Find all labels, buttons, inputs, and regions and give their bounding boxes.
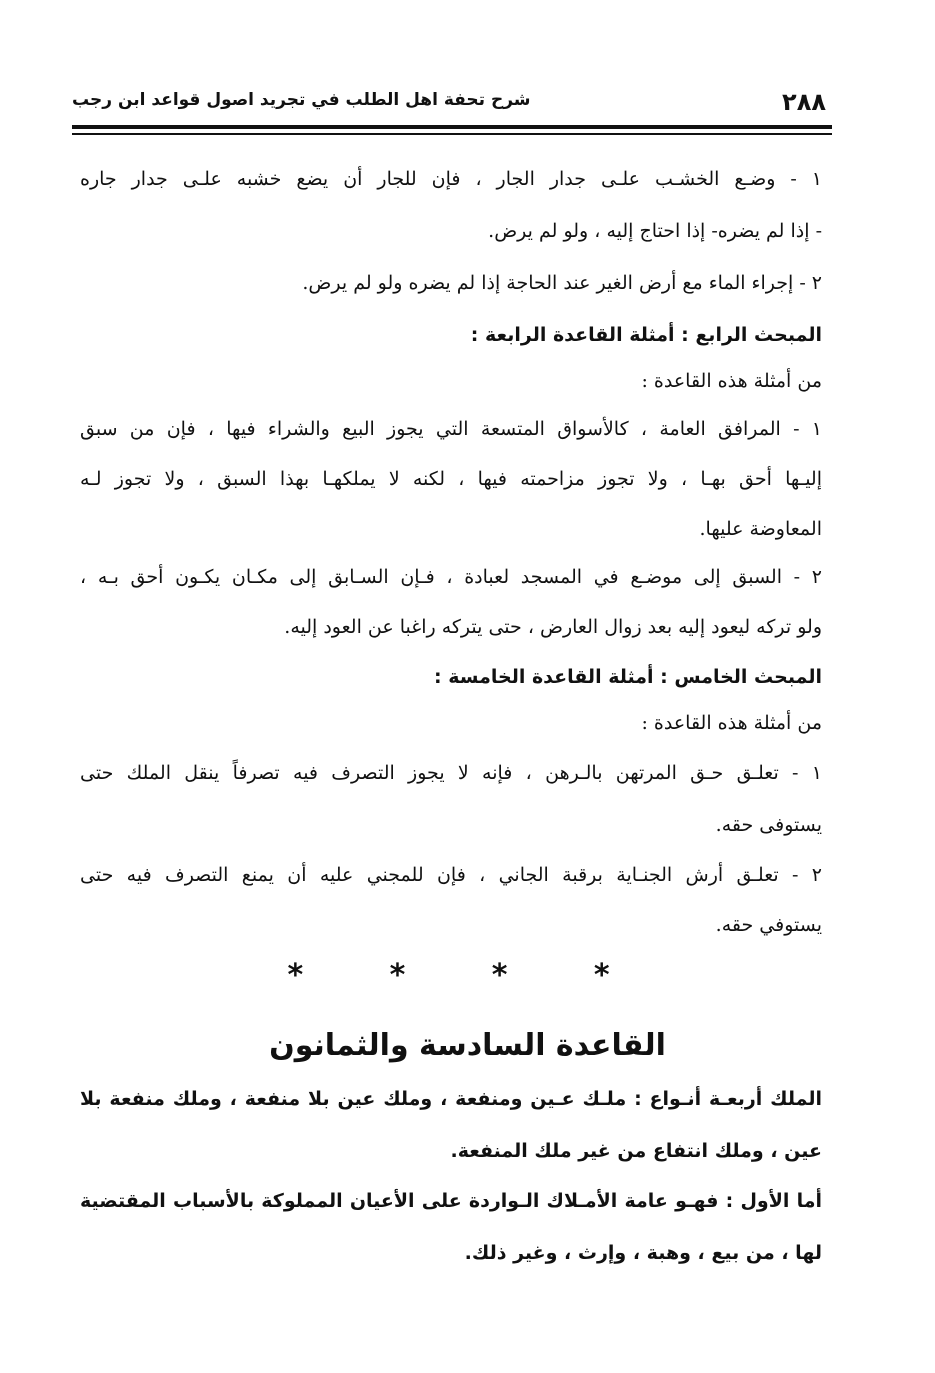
text-line: من أمثلة هذه القاعدة : <box>641 370 822 392</box>
text-line: ٢ - السبق إلى موضـع في المسجد لعبادة ، فـإن السـابق إلى مكـان يكـون أحق بـه ، <box>80 566 822 588</box>
subsection-heading: المبحث الرابع : أمثلة القاعدة الرابعة : <box>470 324 822 346</box>
text-line: المعاوضة عليها. <box>699 518 822 540</box>
text-line: لها ، من بيع ، وهبة ، وإرث ، وغير ذلك. <box>464 1242 822 1264</box>
body-text <box>80 0 822 1373</box>
text-line: أما الأول : فهـو عامة الأمـلاك الـواردة على الأعيان المملوكة بالأسباب المقتضية <box>80 1190 822 1212</box>
text-line: من أمثلة هذه القاعدة : <box>641 712 822 734</box>
page-number: ٢٨٨ <box>782 88 826 116</box>
text-line: ١ - المرافق العامة ، كالأسواق المتسعة التي يجوز البيع والشراء فيها ، فإن من سبق <box>80 418 822 440</box>
text-line: ٢ - إجراء الماء مع أرض الغير عند الحاجة إذا لم يضره ولو لم يرض. <box>302 272 822 294</box>
text-line: يستوفى حقه. <box>715 814 822 836</box>
text-line: ولو تركه ليعود إليه بعد زوال العارض ، حتى يتركه راغبا عن العود إليه. <box>284 616 822 638</box>
subsection-heading: المبحث الخامس : أمثلة القاعدة الخامسة : <box>434 666 822 688</box>
text-line: الملك أربعـة أنـواع : ملـك عـين ومنفعة ، وملك عين بلا منفعة ، وملك منفعة بلا <box>80 1088 822 1110</box>
running-title: شرح تحفة اهل الطلب في تجريد اصول قواعد ابن رجب <box>72 90 531 110</box>
text-line: ١ - تعلـق حـق المرتهن بالـرهن ، فإنه لا يجوز التصرف فيه تصرفاً ينقل الملك حتى <box>80 762 822 784</box>
section-separator: * * * * <box>287 958 648 993</box>
text-line: ١ - وضـع الخشـب علـى جدار الجار ، فإن للجار أن يضع خشبه علـى جدار جاره <box>80 168 822 190</box>
text-line: عين ، وملك انتفاع من غير ملك المنفعة. <box>450 1140 822 1162</box>
text-line: يستوفي حقه. <box>715 914 822 936</box>
text-line: ٢ - تعلـق أرش الجنـاية برقبة الجاني ، فإن للمجني عليه أن يمنع التصرف فيه حتى <box>80 864 822 886</box>
text-line: - إذا لم يضره- إذا احتاج إليه ، ولو لم يرض. <box>488 220 822 242</box>
text-line: إليـها أحق بهـا ، ولا تجوز مزاحمته فيها ، لكنه لا يملكهـا بهذا السبق ، ولا تجوز لـه <box>80 468 822 490</box>
section-title: القاعدة السادسة والثمانون <box>269 1028 666 1063</box>
